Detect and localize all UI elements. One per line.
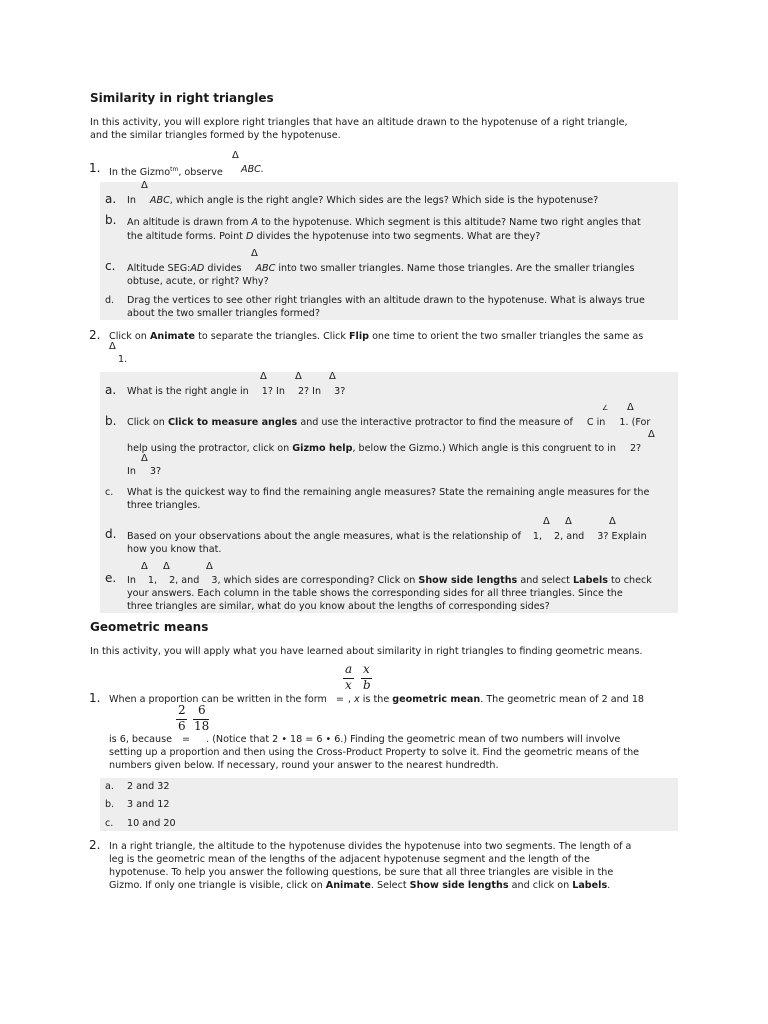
- triangle-symbol: Δ: [609, 516, 616, 527]
- triangle-symbol: Δ: [109, 341, 116, 352]
- item-letter: e.: [105, 571, 117, 585]
- fraction-numerator: 2: [178, 703, 186, 717]
- fraction-denominator: b: [363, 678, 371, 692]
- question-text-line: Click on Click to measure angles and use the interactive protractor to find the measure of C in 1. (For: [127, 417, 651, 428]
- intro-line-1: In this activity, you will explore right triangles that have an altitude drawn to the hypotenuse of a right triangle,: [90, 117, 628, 128]
- triangle-symbol: Δ: [206, 561, 213, 572]
- intro-line-2: and the similar triangles formed by the hypotenuse.: [90, 130, 341, 141]
- question-text-line: What is the quickest way to find the remaining angle measures? State the remaining angle measures for the: [127, 487, 650, 498]
- question-text-line: numbers given below. If necessary, round your answer to the nearest hundredth.: [109, 760, 499, 771]
- question-text-line: In 3?: [127, 466, 162, 477]
- intro-text: In this activity, you will apply what you have learned about similarity in right triangles to finding geometric means.: [90, 646, 643, 657]
- question-text: Click on Animate to separate the triangles. Click Flip one time to orient the two smaller triangles the same as: [109, 331, 644, 342]
- item-letter: b.: [105, 213, 117, 227]
- question-number: 2.: [89, 328, 101, 342]
- fraction-numerator: x: [363, 662, 370, 676]
- item-letter: a.: [105, 781, 114, 792]
- section-title-geometric-means: Geometric means: [90, 620, 209, 634]
- fraction-denominator: x: [345, 678, 352, 692]
- item-letter: b.: [105, 799, 115, 810]
- question-text-line: Altitude SEG:AD divides ABC into two smaller triangles. Name those triangles. Are the smaller triangles: [127, 263, 635, 274]
- triangle-symbol: Δ: [565, 516, 572, 527]
- triangle-symbol: Δ: [627, 402, 634, 413]
- angle-mark: ∠: [602, 404, 609, 412]
- item-letter: a.: [105, 383, 117, 397]
- triangle-symbol: Δ: [295, 371, 302, 382]
- triangle-ref: 1.: [118, 354, 128, 365]
- question-text-line: three triangles are similar, what do you know about the lengths of corresponding sides?: [127, 601, 550, 612]
- triangle-label: ABC.: [241, 164, 264, 175]
- fraction-numerator: a: [345, 662, 353, 676]
- triangle-symbol: Δ: [329, 371, 336, 382]
- fraction-denominator: 18: [194, 719, 210, 733]
- question-text-line: An altitude is drawn from A to the hypotenuse. Which segment is this altitude? Name two right angles that: [127, 217, 641, 228]
- question-text-line: Gizmo. If only one triangle is visible, click on Animate. Select Show side lengths and click on Labels.: [109, 880, 611, 891]
- question-text-line: When a proportion can be written in the form = , x is the geometric mean. The geometric mean of 2 and 18: [109, 694, 645, 705]
- triangle-symbol: Δ: [141, 180, 148, 191]
- question-text-line: Based on your observations about the angle measures, what is the relationship of 1, 2, and 3? Explain: [127, 531, 647, 542]
- list-item: 3 and 12: [127, 799, 170, 810]
- triangle-symbol: Δ: [543, 516, 550, 527]
- fraction-numerator: 6: [198, 703, 206, 717]
- question-text-line: how you know that.: [127, 544, 222, 555]
- question-text-line: setting up a proportion and then using the Cross-Product Property to solve it. Find the geometric means of the: [109, 747, 640, 758]
- gm-q1-subquestions-panel: [100, 778, 678, 831]
- list-item: 2 and 32: [127, 781, 170, 792]
- item-letter: d.: [105, 295, 115, 306]
- item-letter: b.: [105, 414, 117, 428]
- question-text-line: hypotenuse. To help you answer the following questions, be sure that all three triangles are visible in the: [109, 867, 614, 878]
- item-letter: a.: [105, 192, 117, 206]
- item-letter: c.: [105, 818, 114, 829]
- item-letter: d.: [105, 527, 117, 541]
- triangle-symbol: Δ: [232, 150, 239, 161]
- question-text-line: three triangles.: [127, 500, 201, 511]
- item-letter: c.: [105, 259, 116, 273]
- question-text: In ABC, which angle is the right angle? Which sides are the legs? Which side is the hypotenuse?: [127, 195, 599, 206]
- question-text: In the Gizmo$^{tm}$, observe: [109, 166, 223, 179]
- question-text: What is the right angle in 1? In 2? In 3?: [127, 386, 346, 397]
- triangle-symbol: Δ: [648, 429, 655, 440]
- triangle-symbol: Δ: [251, 248, 258, 259]
- question-number: 1.: [89, 161, 101, 175]
- question-text-line: help using the protractor, click on Gizmo help, below the Gizmo.) Which angle is this congruent to in 2?: [127, 443, 642, 454]
- question-text-line: In 1, 2, and 3, which sides are corresponding? Click on Show side lengths and select Labels to check: [127, 575, 652, 586]
- triangle-symbol: Δ: [260, 371, 267, 382]
- question-number: 1.: [89, 691, 101, 705]
- question-text-line: Drag the vertices to see other right triangles with an altitude drawn to the hypotenuse. What is always true: [127, 295, 645, 306]
- question-text-line: leg is the geometric mean of the lengths of the adjacent hypotenuse segment and the length of the: [109, 854, 590, 865]
- fraction-denominator: 6: [178, 719, 186, 733]
- question-text-line: the altitude forms. Point D divides the hypotenuse into two segments. What are they?: [127, 231, 541, 242]
- question-text-line: is 6, because = . (Notice that 2 • 18 = 6 • 6.) Finding the geometric mean of two numbers will involve: [109, 734, 621, 745]
- triangle-symbol: Δ: [141, 453, 148, 464]
- item-letter: c.: [105, 487, 114, 498]
- triangle-symbol: Δ: [141, 561, 148, 572]
- triangle-symbol: Δ: [163, 561, 170, 572]
- question-text-line: your answers. Each column in the table shows the corresponding sides for all three triangles. Since the: [127, 588, 623, 599]
- question-number: 2.: [89, 838, 101, 852]
- section-title-similarity: Similarity in right triangles: [90, 91, 274, 105]
- question-text-line: about the two smaller triangles formed?: [127, 308, 320, 319]
- question-text-line: obtuse, acute, or right? Why?: [127, 276, 269, 287]
- question-text-line: In a right triangle, the altitude to the hypotenuse divides the hypotenuse into two segments. The length of a: [109, 841, 632, 852]
- list-item: 10 and 20: [127, 818, 176, 829]
